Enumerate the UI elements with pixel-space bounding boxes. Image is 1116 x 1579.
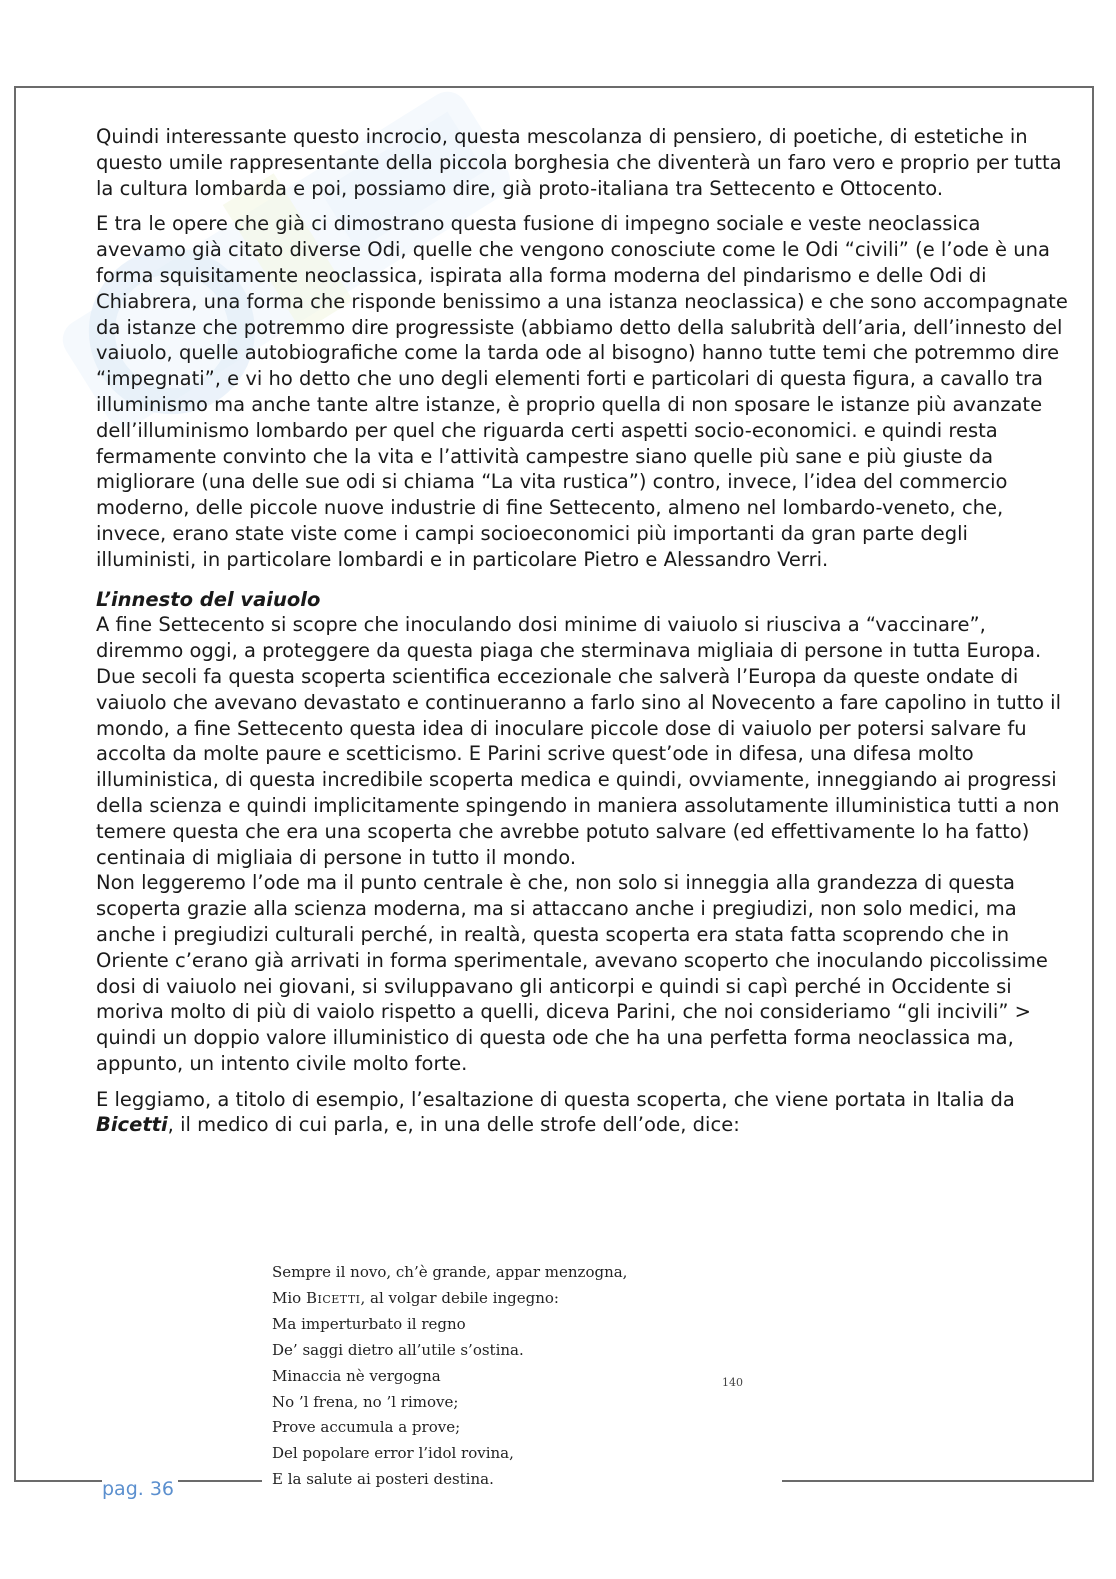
poem-line: De’ saggi dietro all’utile s’ostina. — [272, 1340, 524, 1359]
paragraph: E tra le opere che già ci dimostrano questa fusione di impegno sociale e veste neoclassica avevamo già citato diverse Odi, quelle che vengono conosciute come le Odi “civili” (e l’ode è una forma squisitamente neoclassica, ispirata alla forma moderna del pindarismo e delle Odi di Chiabrera, una forma che risponde benissimo a una istanza neoclassica) e che sono accompagnate da istanze che potremmo dire progressiste (abbiamo detto della salubrità dell’aria, dell’innesto del vaiuolo, quelle autobiografiche come la tarda ode al bisogno) hanno tutte temi che potremmo dire “impegnati”, e vi ho detto che uno degli elementi forti e particolari di questa figura, a cavallo tra illuminismo ma anche tante altre istanze, è proprio quella di non sposare le istanze più avanzate dell’illuminismo lombardo per quel che riguarda certi aspetti socio-economici. e quindi resta fermamente convinto che la vita e l’attività campestre siano quelle più sane e più giuste da migliorare (una delle sue odi si chiama “La vita rustica”) contro, invece, l’idea del commercio moderno, delle piccole nuove industrie di fine Settecento, almeno nel lombardo-veneto, che, invece, erano state viste come i campi socioeconomici più importanti da gran parte degli illuministi, in particolare lombardi e in particolare Pietro e Alessandro Verri. — [96, 212, 1068, 571]
poem-line — [272, 1286, 792, 1312]
paragraph — [96, 1087, 1070, 1139]
poem-excerpt — [262, 1260, 782, 1502]
poem-text: , al volgar debile ingegno: — [360, 1288, 559, 1307]
poem-text: Mio — [272, 1288, 306, 1307]
paragraph: A fine Settecento si scopre che inoculando dosi minime di vaiuolo si riusciva a “vaccinare”, diremmo oggi, a proteggere da questa piaga che sterminava migliaia di persone in tutta Europa. — [96, 613, 1042, 663]
paragraph-text: E leggiamo, a titolo di esempio, l’esaltazione di questa scoperta, che viene portata in Italia da — [96, 1087, 1015, 1111]
page-number: pag. 36 — [102, 1478, 178, 1500]
poem-line: No ’l frena, no ’l rimove; — [272, 1392, 459, 1411]
document-body — [96, 124, 1070, 1148]
poem-line: Del popolare error l’idol rovina, — [272, 1444, 514, 1463]
poem-line: Prove accumula a prove; — [272, 1418, 461, 1437]
poem-line: Sempre il novo, ch’è grande, appar menzogna, — [272, 1263, 628, 1281]
paragraph: Due secoli fa questa scoperta scientifica eccezionale che salverà l’Europa da queste ondate di vaiuolo che avevano devastato e continueranno a farlo sino al Novecento a fare capolino in tutto il mondo, a fine Settecento questa idea di inoculare piccole dose di vaiuolo per potersi salvare fu accolta da molte paure e scetticismo. E Parini scrive quest’ode in difesa, una difesa molto illuministica, di questa incredibile scoperta medica e quindi, ovviamente, inneggiando ai progressi della scienza e quindi implicitamente spingendo in maniera assolutamente illuministica tutti a non temere questa che era una scoperta che avrebbe potuto salvare (ed effettivamente lo ha fatto) centinaia di migliaia di persone in tutto il mondo. — [96, 664, 1062, 869]
poem-line: Ma imperturbato il regno — [272, 1314, 466, 1333]
section-heading: L’innesto del vaiuolo — [96, 587, 321, 611]
poem-page-number: 140 — [722, 1376, 743, 1389]
paragraph-text: , il medico di cui parla, e, in una delle strofe dell’ode, dice: — [167, 1113, 740, 1137]
poem-line: Minaccia nè vergogna — [272, 1366, 441, 1385]
paragraph: Non leggeremo l’ode ma il punto centrale è che, non solo si inneggia alla grandezza di questa scoperta grazie alla scienza moderna, ma si attaccano anche i pregiudizi, non solo medici, ma anche i pregiudizi culturali perché, in realtà, questa scoperta era stata fatta scoprendo che in Oriente c’erano già arrivati in forma sperimentale, avevano scoperto che inoculando piccolissime dosi di vaiuolo nei giovani, si sviluppavano gli anticorpi e quindi si capì perché in Occidente si moriva molto di più di vaiolo rispetto a quelli, diceva Parini, che noi consideriamo “gli incivili” > quindi un doppio valore illuministico di questa ode che ha una perfetta forma neoclassica ma, appunto, un intento civile molto forte. — [96, 871, 1048, 1075]
paragraph: Quindi interessante questo incrocio, questa mescolanza di pensiero, di poetiche, di estetiche in questo umile rappresentante della piccola borghesia che diventerà un faro vero e proprio per tutta la cultura lombarda e poi, possiamo dire, già proto-italiana tra Settecento e Ottocento. — [96, 125, 1062, 200]
poem-line: E la salute ai posteri destina. — [272, 1470, 494, 1489]
emphasis-name: Bicetti — [96, 1113, 168, 1137]
poem-name: Bicetti — [305, 1288, 361, 1307]
